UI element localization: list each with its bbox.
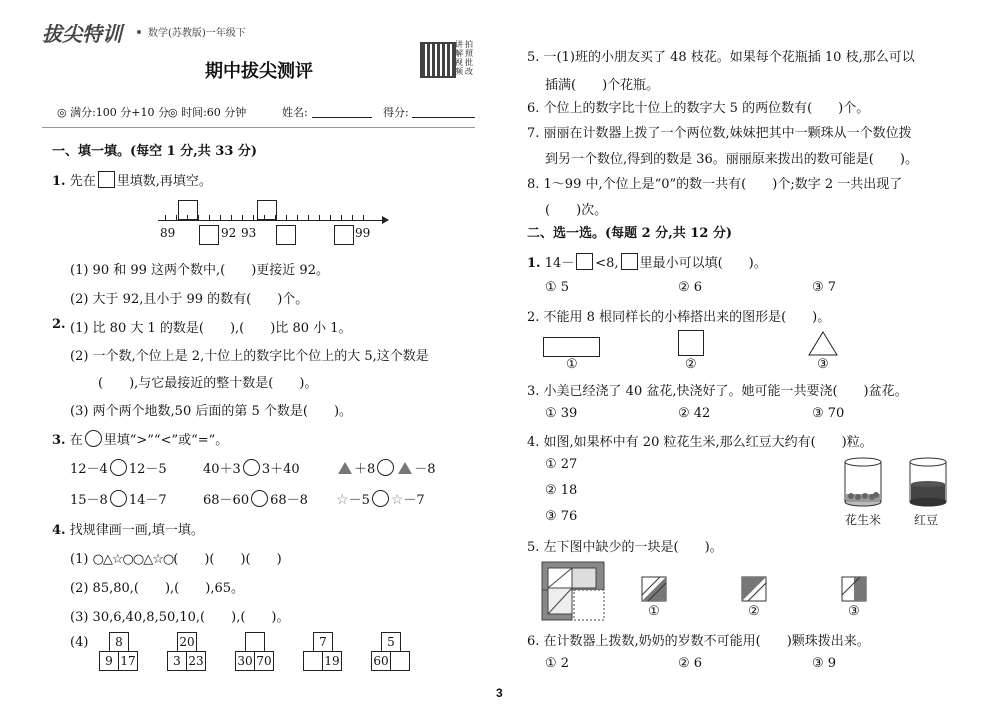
q3 — [52, 429, 228, 448]
block-top[interactable] — [245, 632, 265, 652]
compare-circle-icon[interactable] — [110, 459, 127, 476]
section1-heading: 一、填一填。(每空 1 分,共 33 分) — [52, 144, 258, 159]
s2-q6-opt1[interactable]: ① 2 — [545, 656, 570, 671]
puzzle-option-1[interactable] — [640, 575, 668, 603]
nl-box-5[interactable] — [334, 225, 354, 245]
compare-circle-icon[interactable] — [251, 490, 268, 507]
s2-q6: 6. 在计数器上拨数,奶奶的岁数不可能用( )颗珠拨出来。 — [527, 634, 870, 649]
nl-label-93: 93 — [241, 226, 257, 240]
s2-q4-opt1[interactable]: ① 27 — [545, 457, 578, 472]
q4-title: 找规律画一画,填一填。 — [69, 523, 204, 538]
block-left: 30 — [235, 651, 255, 671]
q4-sub3: (3) 30,6,40,8,50,10,( ),( )。 — [70, 610, 290, 625]
redbean-cup-icon — [908, 456, 948, 508]
s2-q4-opt2[interactable]: ② 18 — [545, 483, 578, 498]
s2-q2-label2[interactable]: ② — [685, 357, 697, 372]
star-icon: ☆ — [390, 492, 404, 508]
q1-sub1: (1) 90 和 99 这两个数中,( )更接近 92。 — [70, 263, 329, 278]
qr-caption: 讲解视频 — [455, 40, 463, 76]
qr-code — [420, 42, 456, 78]
triangle-icon — [338, 462, 352, 474]
shape-sequence: ○△☆○○△☆○ — [92, 552, 174, 567]
block-top: 20 — [177, 632, 197, 652]
s2-q1-opt2[interactable]: ② 6 — [678, 280, 703, 295]
q1-pre: 先在 — [69, 174, 96, 189]
q4-sub2: (2) 85,80,( ),( ),65。 — [70, 581, 244, 596]
block-top: 7 — [313, 632, 333, 652]
s2-q2-label1[interactable]: ① — [566, 357, 578, 372]
square-shape — [678, 330, 704, 356]
s2-q1: 1. 14－ <8, 里最小可以填( )。 — [527, 252, 767, 271]
q3-pre: 在 — [69, 433, 83, 448]
q4 — [52, 519, 204, 538]
q4-sub4: (4) — [70, 635, 89, 650]
dot-separator — [137, 30, 141, 34]
q1-post: 里填数,再填空。 — [116, 174, 212, 189]
s2-q1-opt3[interactable]: ③ 7 — [812, 280, 837, 295]
r-q7a: 7. 丽丽在计数器上拨了一个两位数,妹妹把其中一颗珠从一个数位拨 — [527, 126, 912, 141]
block-right: 19 — [322, 651, 342, 671]
q4-num: 4. — [52, 523, 66, 538]
q1-sub2: (2) 大于 92,且小于 99 的数有( )个。 — [70, 292, 309, 307]
brand-logo: 拔尖特训 — [42, 22, 122, 46]
block-right: 17 — [118, 651, 138, 671]
s2-q5-label2[interactable]: ② — [748, 604, 760, 619]
name-label: 姓名: — [282, 106, 308, 119]
block-right: 23 — [186, 651, 206, 671]
s2-q2: 2. 不能用 8 根同样长的小棒搭出来的图形是( )。 — [527, 310, 831, 325]
s2-q3-opt2[interactable]: ② 42 — [678, 406, 711, 421]
peanut-label: 花生米 — [845, 513, 882, 527]
q3-num: 3. — [52, 433, 66, 448]
q4-sub1: (1) ○△☆○○△☆○( )( )( ) — [70, 552, 282, 567]
star-icon: ☆ — [336, 492, 349, 508]
blank-circle-icon — [85, 430, 102, 447]
page-title: 期中拔尖测评 — [205, 61, 313, 82]
nl-label-89: 89 — [160, 226, 176, 240]
s2-q6-opt2[interactable]: ② 6 — [678, 656, 703, 671]
s2-q4-opt3[interactable]: ③ 76 — [545, 509, 578, 524]
blank-box-icon — [576, 253, 593, 270]
r-q5b: 插满( )个花瓶。 — [545, 78, 660, 93]
compare-circle-icon[interactable] — [110, 490, 127, 507]
s2-q5-label3[interactable]: ③ — [848, 604, 860, 619]
q3-row1-c: ＋8 －8 — [336, 458, 436, 477]
score-field[interactable] — [412, 117, 475, 118]
s2-q5: 5. 左下图中缺少的一块是( )。 — [527, 540, 723, 555]
block-right[interactable] — [390, 651, 410, 671]
block-left: 9 — [99, 651, 119, 671]
redbean-label: 红豆 — [914, 513, 939, 527]
puzzle-option-2[interactable] — [740, 575, 768, 603]
block-top: 5 — [381, 632, 401, 652]
block-left: 60 — [371, 651, 391, 671]
score-label: 得分: — [383, 106, 409, 119]
blank-box-icon — [621, 253, 638, 270]
compare-circle-icon[interactable] — [243, 459, 260, 476]
s2-q6-opt3[interactable]: ③ 9 — [812, 656, 837, 671]
triangle-icon — [398, 462, 412, 474]
name-field[interactable] — [312, 117, 372, 118]
time-limit: ◎ 时间:60 分钟 — [168, 106, 247, 119]
s2-q3-opt3[interactable]: ③ 70 — [812, 406, 845, 421]
q1 — [52, 170, 212, 189]
q1-num: 1. — [52, 174, 66, 189]
s2-q5-label1[interactable]: ① — [648, 604, 660, 619]
block-left: 3 — [167, 651, 187, 671]
q2-sub2a: (2) 一个数,个位上是 2,十位上的数字比个位上的大 5,这个数是 — [70, 349, 429, 364]
q3-post: 里填“>”“<”或“=”。 — [103, 433, 229, 448]
block-top: 8 — [109, 632, 129, 652]
nl-box-3[interactable] — [199, 225, 219, 245]
q3-row2-c: ☆－5 ☆－7 — [336, 492, 425, 508]
compare-circle-icon[interactable] — [377, 459, 394, 476]
q2-sub3: (3) 两个两个地数,50 后面的第 5 个数是( )。 — [70, 404, 353, 419]
puzzle-option-3[interactable] — [840, 575, 868, 603]
header-divider — [42, 127, 475, 128]
r-q8b: ( )次。 — [545, 203, 608, 218]
blank-box-icon — [98, 171, 115, 188]
q3-row2-a: 15－8 14－7 — [70, 489, 167, 508]
q3-row2-b: 68－60 68－8 — [203, 489, 308, 508]
q2-sub1: (1) 比 80 大 1 的数是( ),( )比 80 小 1。 — [70, 321, 352, 336]
block-left[interactable] — [303, 651, 323, 671]
nl-box-4[interactable] — [276, 225, 296, 245]
r-q7b: 到另一个数位,得到的数是 36。丽丽原来拨出的数可能是( )。 — [545, 152, 918, 167]
full-score: ◎ 满分:100 分+10 分 — [57, 106, 170, 119]
section2-heading: 二、选一选。(每题 2 分,共 12 分) — [527, 226, 733, 241]
puzzle-figure — [540, 560, 606, 622]
nl-box-2[interactable] — [257, 200, 277, 220]
subject-label: 数学(苏教版)一年级下 — [148, 28, 246, 39]
r-q8a: 8. 1～99 中,个位上是“0”的数一共有( )个;数字 2 一共出现了 — [527, 177, 903, 192]
s2-q4: 4. 如图,如果杯中有 20 粒花生米,那么红豆大约有( )粒。 — [527, 435, 873, 450]
qr-caption-2: 拍照批改 — [465, 40, 473, 76]
s2-q1-opt1[interactable]: ① 5 — [545, 280, 570, 295]
compare-circle-icon[interactable] — [372, 490, 389, 507]
nl-box-1[interactable] — [178, 200, 198, 220]
q3-row1-a: 12－4 12－5 — [70, 458, 167, 477]
s2-q2-label3[interactable]: ③ — [817, 357, 829, 372]
r-q5a: 5. 一(1)班的小朋友买了 48 枝花。如果每个花瓶插 10 枝,那么可以 — [527, 50, 915, 65]
rectangle-shape — [543, 337, 600, 357]
q2-sub2b: ( ),与它最接近的整十数是( )。 — [98, 376, 318, 391]
r-q6: 6. 个位上的数字比十位上的数字大 5 的两位数有( )个。 — [527, 101, 870, 116]
peanut-cup-icon — [843, 456, 883, 508]
triangle-shape — [808, 331, 838, 356]
q3-row1-b: 40＋3 3＋40 — [203, 458, 300, 477]
block-right: 70 — [254, 651, 274, 671]
nl-label-99: 99 — [355, 226, 371, 240]
s2-q3: 3. 小美已经浇了 40 盆花,快浇好了。她可能一共要浇( )盆花。 — [527, 384, 908, 399]
q2-num: 2. — [52, 317, 66, 332]
s2-q3-opt1[interactable]: ① 39 — [545, 406, 578, 421]
nl-label-92: 92 — [221, 226, 237, 240]
page-number: 3 — [496, 686, 503, 700]
